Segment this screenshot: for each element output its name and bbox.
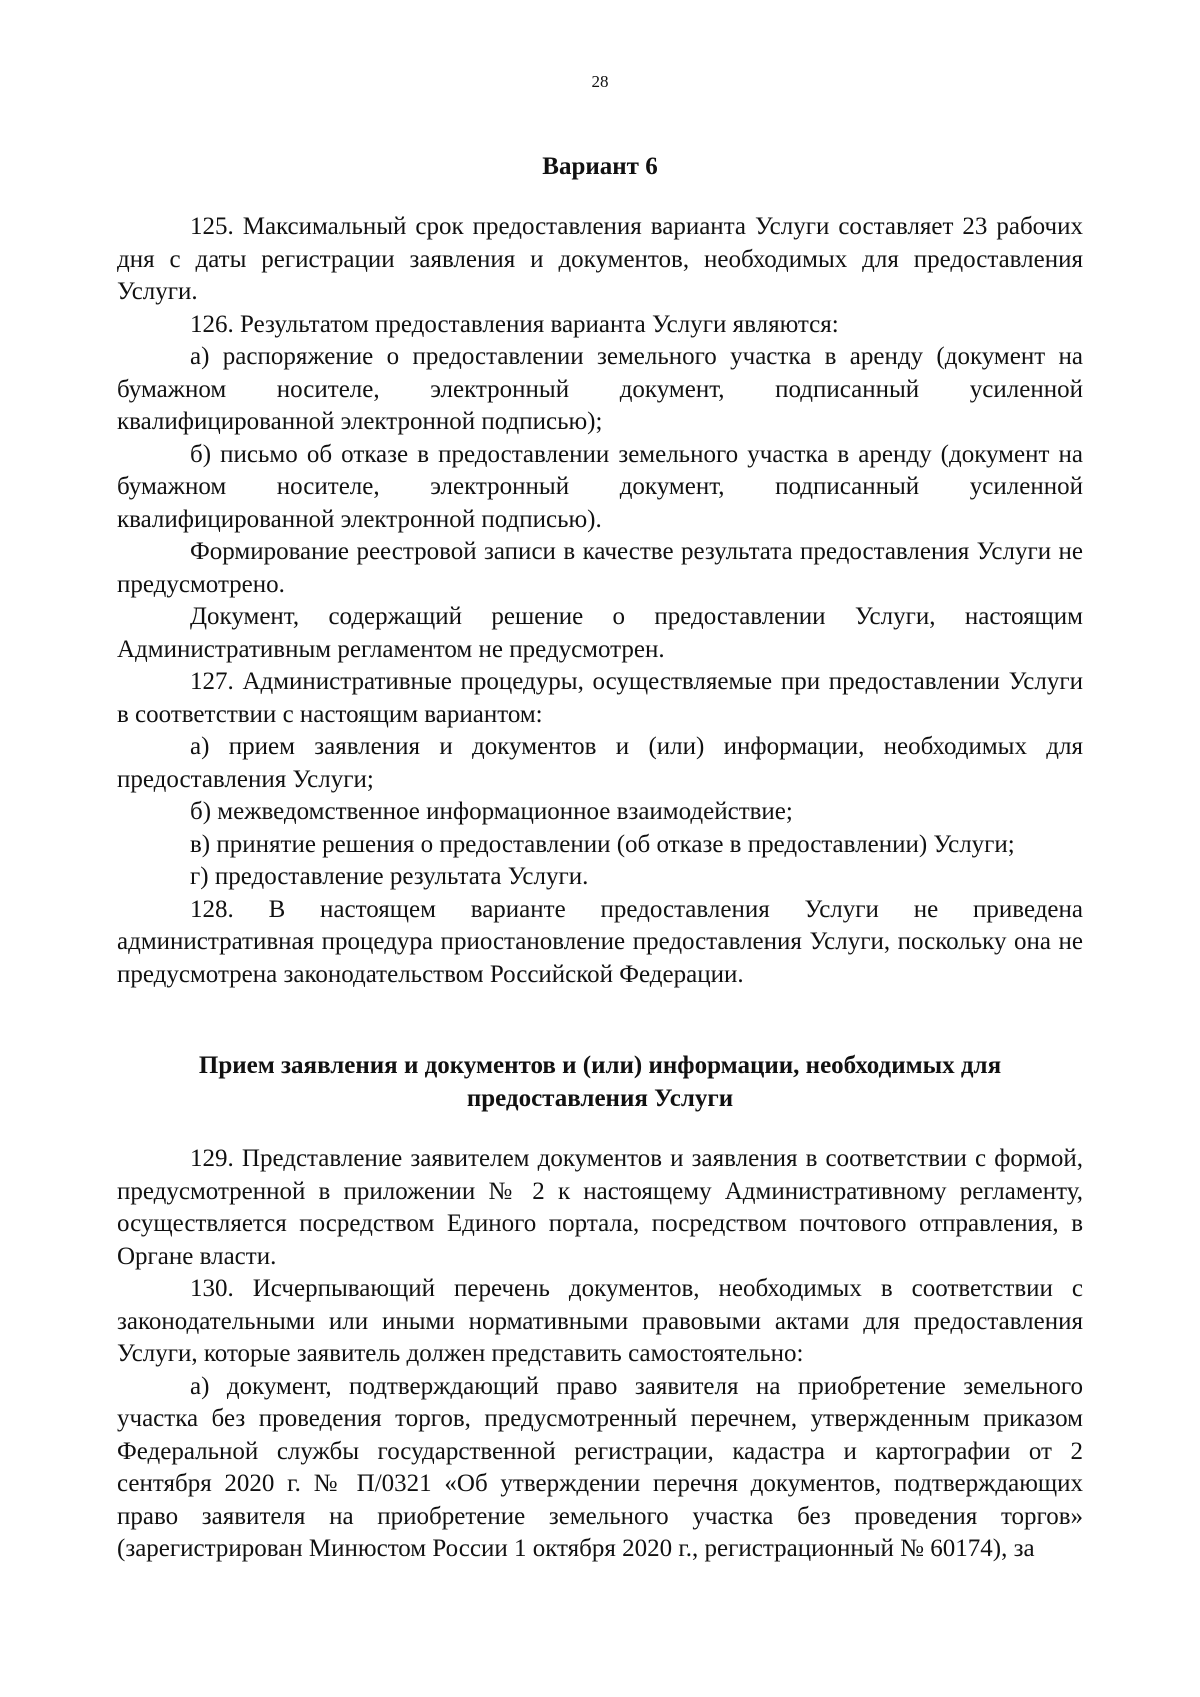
paragraph-128: 128. В настоящем варианте предоставления Услуги не приведена административная процедура приостановление предоставления Услуги, поскольку она не предусмотрена законодательством Российской Федерации. <box>117 895 1083 988</box>
paragraph-125: 125. Максимальный срок предоставления варианта Услуги составляет 23 рабочих дня с даты регистрации заявления и документов, необходимых для предоставления Услуги. <box>117 213 1083 305</box>
variant-title: Вариант 6 <box>542 153 658 180</box>
paragraph-130: 130. Исчерпывающий перечень документов, необходимых в соответствии с законодательными или иными нормативными правовыми актами для предоставления Услуги, которые заявитель должен представить самостоятельно: <box>117 1275 1083 1367</box>
page-number: 28 <box>591 72 609 91</box>
paragraph-127-b: б) межведомственное информационное взаимодействие; <box>190 798 793 825</box>
paragraphs-before <box>117 211 1083 991</box>
paragraph-127: 127. Административные процедуры, осуществляемые при предоставлении Услуги в соответствии с настоящим вариантом: <box>117 668 1083 728</box>
paragraph-127-d: г) предоставление результата Услуги. <box>190 863 589 890</box>
paragraph-130-a: а) документ, подтверждающий право заявителя на приобретение земельного участка без проведения торгов, предусмотренный перечнем, утвержденным приказом Федеральной службы государственной регистрации, кадастра и картографии от 2 сентября 2020 г. № П/0321 «Об утверждении перечня документов, подтверждающих право заявителя на приобретение земельного участка без проведения торгов» (зарегистрирован Минюстом России 1 октября 2020 г., регистрационный № 60174), за <box>117 1372 1083 1562</box>
paragraph-126-b: б) письмо об отказе в предоставлении земельного участка в аренду (документ на бумажном носителе, электронный документ, подписанный усиленной квалифицированной электронной подписью). <box>117 440 1083 533</box>
paragraph-127-c: в) принятие решения о предоставлении (об отказе в предоставлении) Услуги; <box>190 830 1015 858</box>
document-body <box>117 150 1083 1566</box>
paragraph-129: 129. Представление заявителем документов и заявления в соответствии с формой, предусмотренной в приложении № 2 к настоящему Административному регламенту, осуществляется посредством Единого портала, посредством почтового отправления, в Органе власти. <box>117 1145 1083 1270</box>
paragraph-126: 126. Результатом предоставления варианта Услуги являются: <box>190 310 839 338</box>
paragraph-decision-note: Документ, содержащий решение о предоставлении Услуги, настоящим Административным регламентом не предусмотрен. <box>117 603 1083 663</box>
paragraphs-after <box>117 1143 1083 1566</box>
paragraph-registry-note: Формирование реестровой записи в качестве результата предоставления Услуги не предусмотрено. <box>117 538 1083 598</box>
section-heading: Прием заявления и документов и (или) информации, необходимых для предоставления Услуги <box>198 1052 1002 1112</box>
paragraph-127-a: а) прием заявления и документов и (или) информации, необходимых для предоставления Услуги; <box>117 733 1083 793</box>
paragraph-126-a: а) распоряжение о предоставлении земельного участка в аренду (документ на бумажном носителе, электронный документ, подписанный усиленной квалифицированной электронной подписью); <box>117 343 1083 435</box>
